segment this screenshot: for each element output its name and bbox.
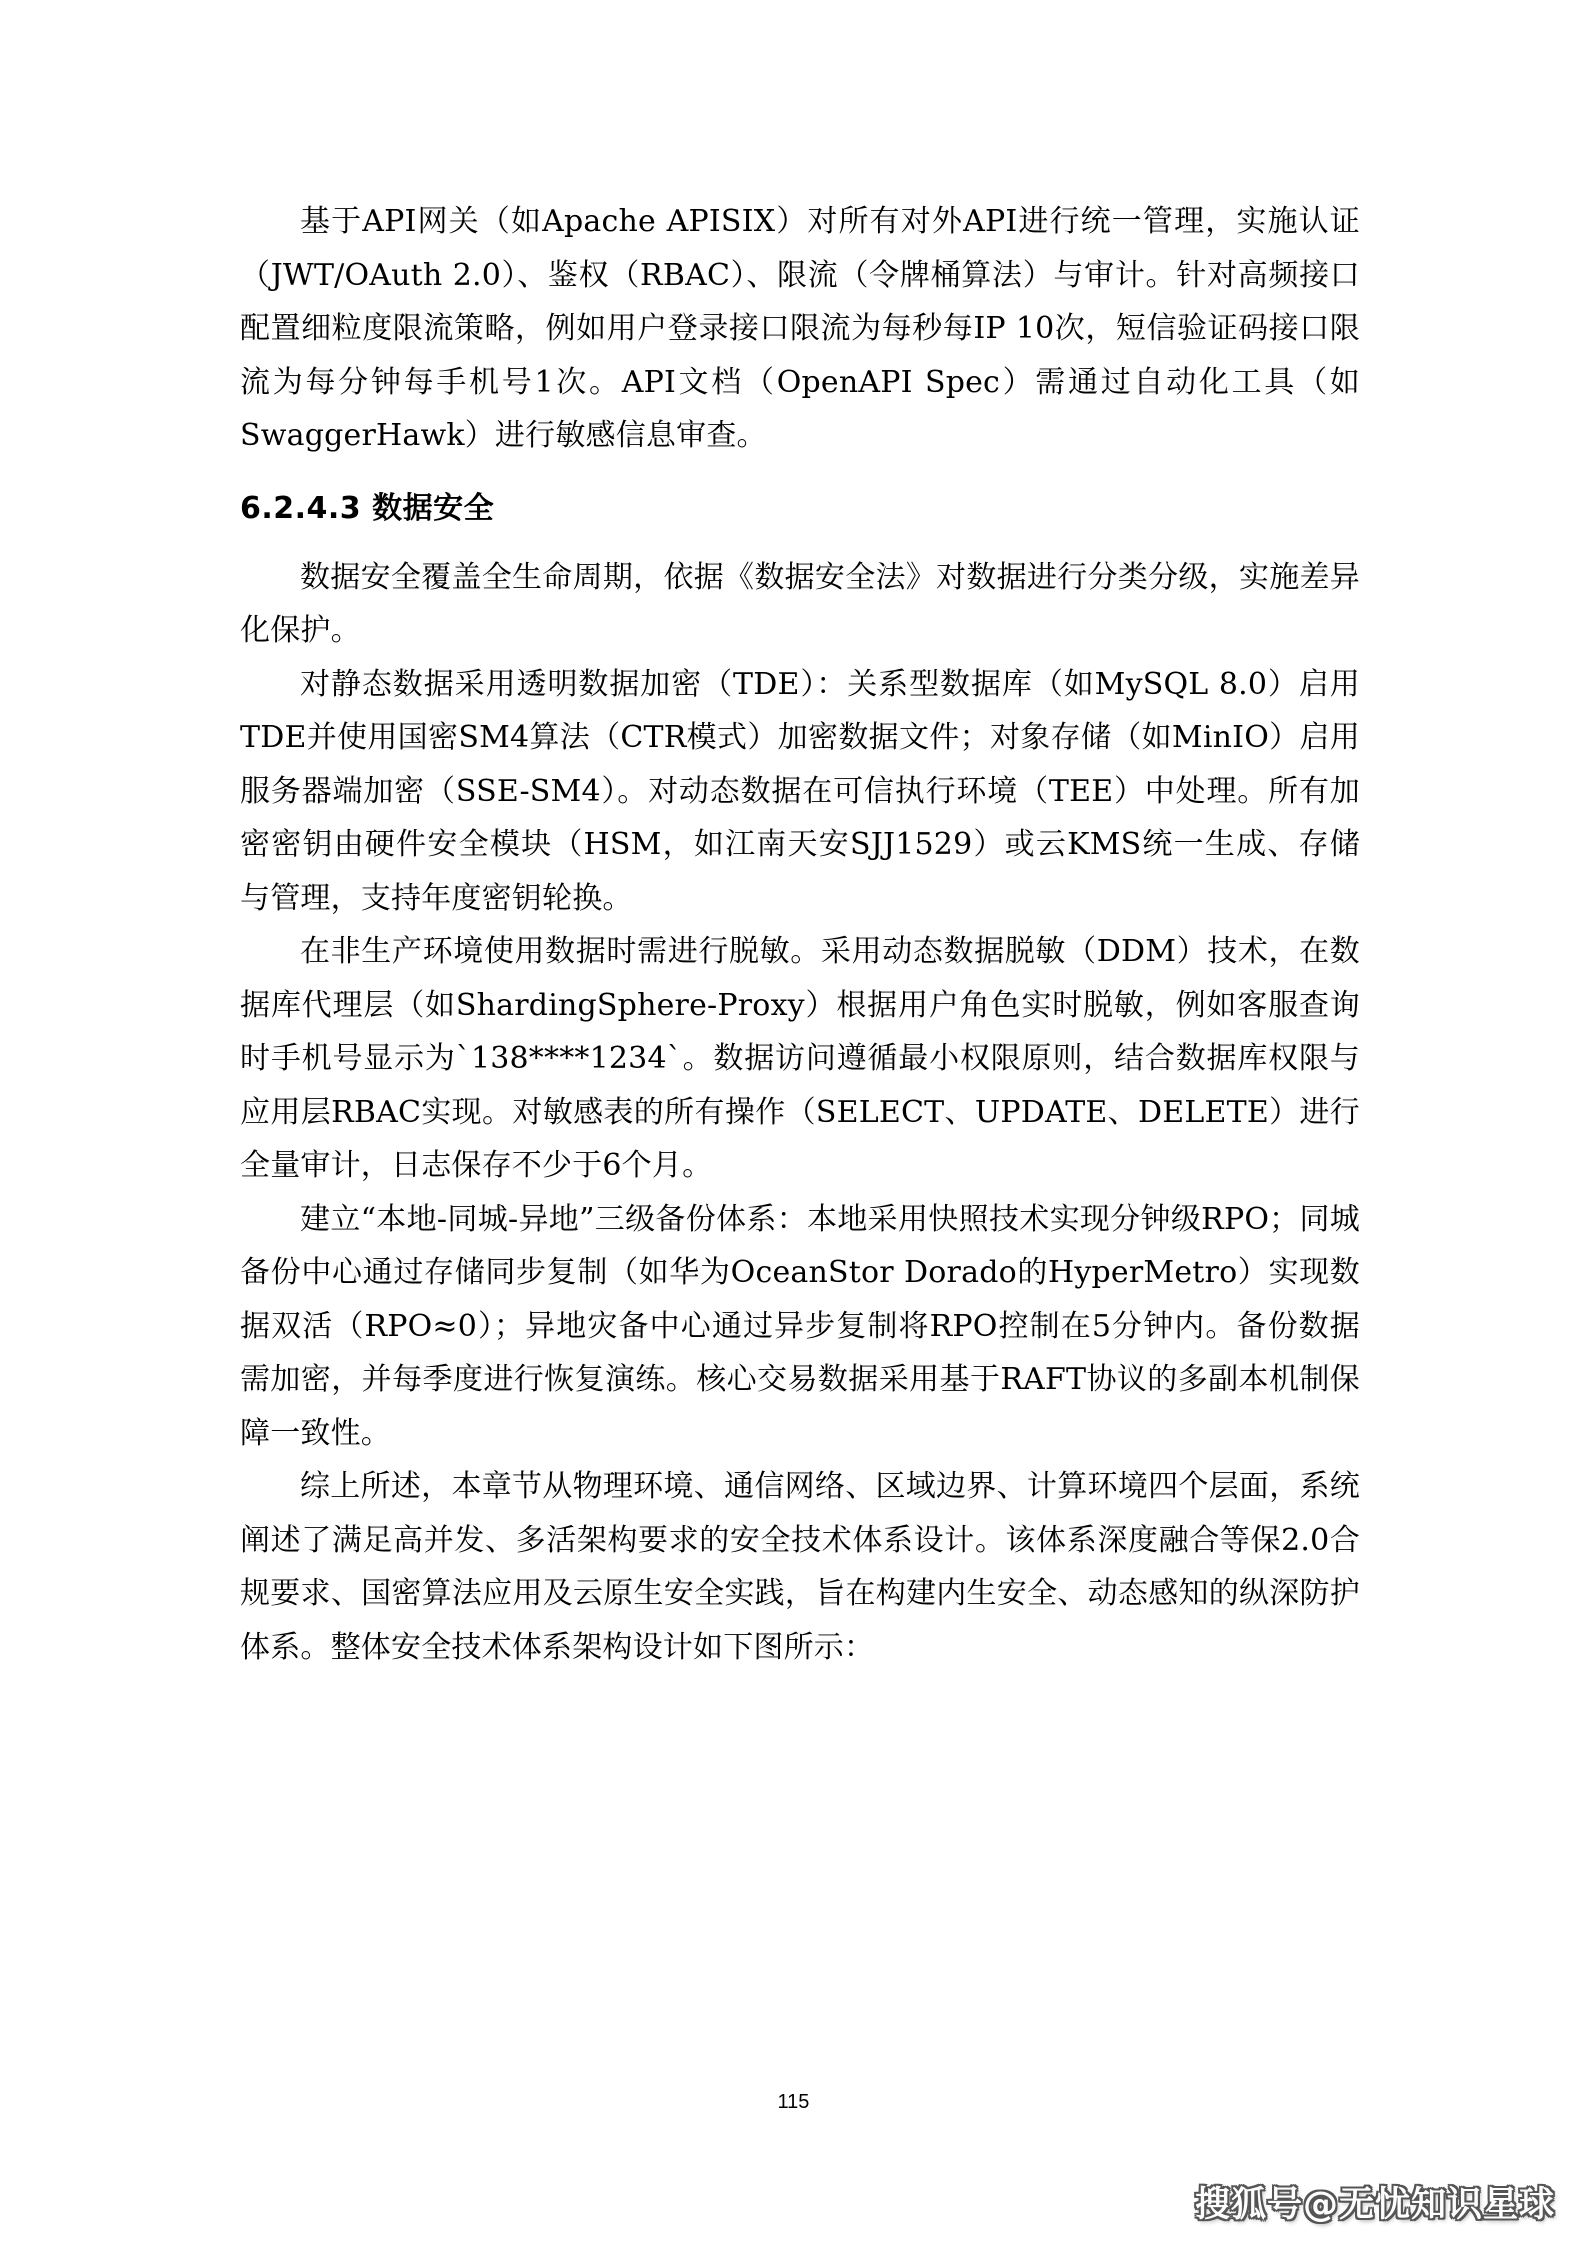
paragraph-static-encryption: 对静态数据采用透明数据加密（TDE）：关系型数据库（如MySQL 8.0）启用TDE并使用国密SM4算法（CTR模式）加密数据文件；对象存储（如MinIO）启用服务器端加密（SSE-SM4）。对动态数据在可信执行环境（TEE）中处理。所有加密密钥由硬件安全模块（HSM，如江南天安SJJ1529）或云KMS统一生成、存储与管理，支持年度密钥轮换。 xyxy=(240,666,1360,916)
document-body xyxy=(240,195,1360,1674)
watermark: 搜狐号@无忧知识星球 xyxy=(1194,2185,1555,2225)
paragraph-api-gateway: 基于API网关（如Apache APISIX）对所有对外API进行统一管理，实施认证（JWT/OAuth 2.0）、鉴权（RBAC）、限流（令牌桶算法）与审计。针对高频接口配置细粒度限流策略，例如用户登录接口限流为每秒每IP 10次，短信验证码接口限流为每分钟每手机号1次。API文档（OpenAPI Spec）需通过自动化工具（如SwaggerHawk）进行敏感信息审查。 xyxy=(240,204,1360,453)
section-heading: 6.2.4.3 数据安全 xyxy=(240,490,495,526)
page-number: 115 xyxy=(777,2091,810,2113)
paragraph-data-masking: 在非生产环境使用数据时需进行脱敏。采用动态数据脱敏（DDM）技术，在数据库代理层（如ShardingSphere-Proxy）根据用户角色实时脱敏，例如客服查询时手机号显示为`138****1234`。数据访问遵循最小权限原则，结合数据库权限与应用层RBAC实现。对敏感表的所有操作（SELECT、UPDATE、DELETE）进行全量审计，日志保存不少于6个月。 xyxy=(240,934,1360,1183)
paragraph-summary: 综上所述，本章节从物理环境、通信网络、区域边界、计算环境四个层面，系统阐述了满足高并发、多活架构要求的安全技术体系设计。该体系深度融合等保2.0合规要求、国密算法应用及云原生安全实践，旨在构建内生安全、动态感知的纵深防护体系。整体安全技术体系架构设计如下图所示： xyxy=(240,1469,1360,1665)
paragraph-backup-system: 建立“本地-同城-异地”三级备份体系：本地采用快照技术实现分钟级RPO；同城备份中心通过存储同步复制（如华为OceanStor Dorado的HyperMetro）实现数据双活（RPO≈0）；异地灾备中心通过异步复制将RPO控制在5分钟内。备份数据需加密，并每季度进行恢复演练。核心交易数据采用基于RAFT协议的多副本机制保障一致性。 xyxy=(240,1201,1360,1451)
paragraph-data-security-overview: 数据安全覆盖全生命周期，依据《数据安全法》对数据进行分类分级，实施差异化保护。 xyxy=(240,559,1360,648)
